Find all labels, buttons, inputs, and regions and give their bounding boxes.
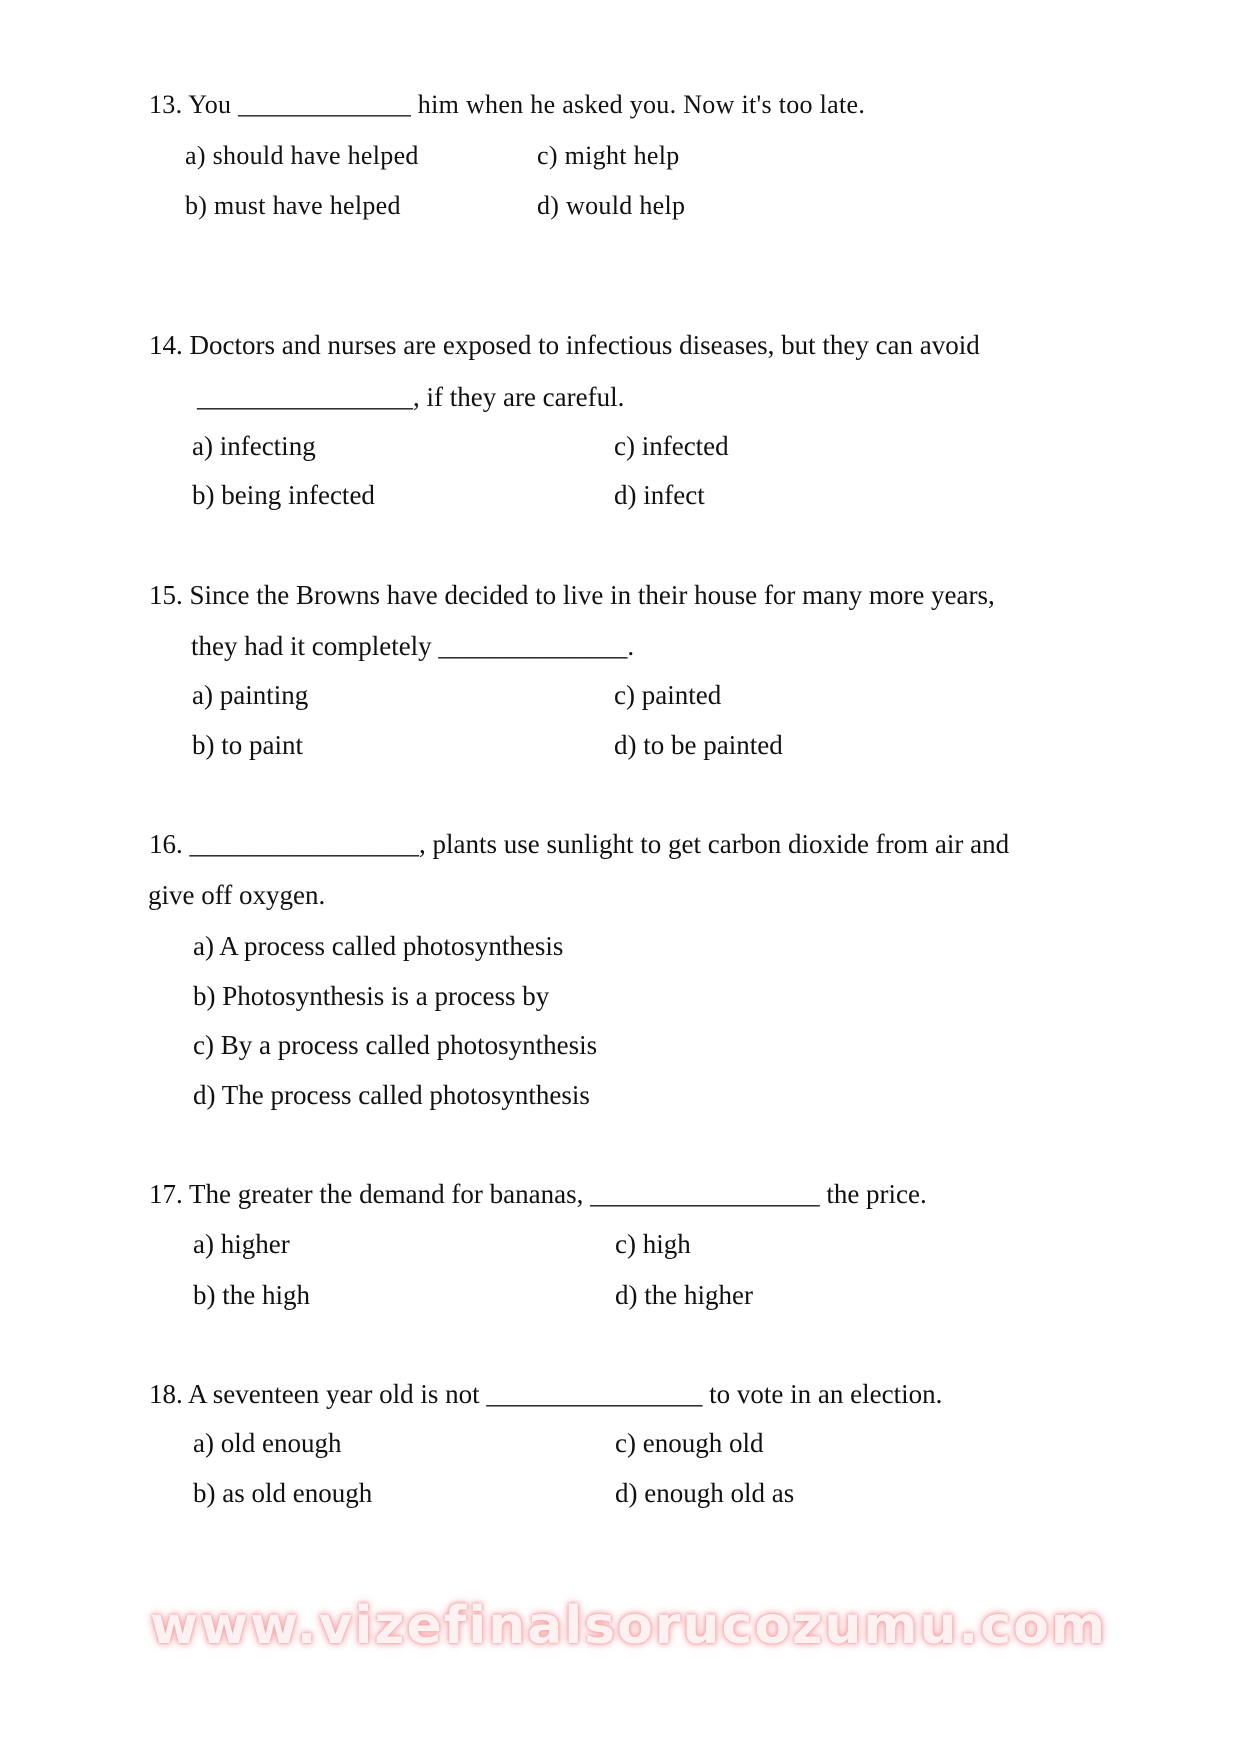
- question-13-option-d: d) would help: [537, 191, 686, 220]
- question-16-text-cont: give off oxygen.: [148, 880, 326, 910]
- question-15-text-cont: they had it completely ______________.: [191, 631, 635, 661]
- question-17-option-d: d) the higher: [615, 1280, 753, 1310]
- question-18-text: 18. A seventeen year old is not ________________ to vote in an election.: [149, 1379, 943, 1409]
- question-16-option-d: d) The process called photosynthesis: [193, 1080, 590, 1110]
- question-16-option-a: a) A process called photosynthesis: [193, 931, 564, 961]
- question-14-option-d: d) infect: [614, 480, 705, 510]
- question-14-option-a: a) infecting: [192, 431, 316, 461]
- question-15-text: 15. Since the Browns have decided to live in their house for many more years,: [149, 580, 995, 610]
- watermark: www.vizefinalsorucozumu.com: [150, 1596, 1108, 1656]
- question-18-option-a: a) old enough: [193, 1428, 342, 1458]
- question-18-option-b: b) as old enough: [193, 1478, 373, 1508]
- question-14-option-c: c) infected: [614, 431, 729, 461]
- question-13-option-a: a) should have helped: [185, 141, 419, 170]
- question-16-text: 16. _________________, plants use sunlight to get carbon dioxide from air and: [149, 829, 1010, 859]
- question-14-text: 14. Doctors and nurses are exposed to infectious diseases, but they can avoid: [149, 330, 980, 360]
- question-13-option-b: b) must have helped: [185, 191, 401, 220]
- question-17-option-b: b) the high: [193, 1280, 310, 1310]
- question-13-option-c: c) might help: [537, 141, 680, 170]
- question-17-text: 17. The greater the demand for bananas, _________________ the price.: [149, 1179, 927, 1209]
- question-15-option-d: d) to be painted: [614, 730, 783, 760]
- question-16-option-c: c) By a process called photosynthesis: [193, 1030, 598, 1060]
- question-18-option-d: d) enough old as: [615, 1478, 795, 1508]
- question-17-option-c: c) high: [615, 1229, 691, 1259]
- question-18-option-c: c) enough old: [615, 1428, 764, 1458]
- question-15-option-a: a) painting: [192, 680, 309, 710]
- question-15-option-c: c) painted: [614, 680, 722, 710]
- question-15-option-b: b) to paint: [192, 730, 303, 760]
- question-13-text: 13. You _____________ him when he asked you. Now it's too late.: [149, 90, 866, 119]
- question-17-option-a: a) higher: [193, 1229, 290, 1259]
- question-16-option-b: b) Photosynthesis is a process by: [193, 981, 550, 1011]
- question-14-option-b: b) being infected: [192, 480, 375, 510]
- question-14-text-cont: ________________, if they are careful.: [197, 382, 625, 412]
